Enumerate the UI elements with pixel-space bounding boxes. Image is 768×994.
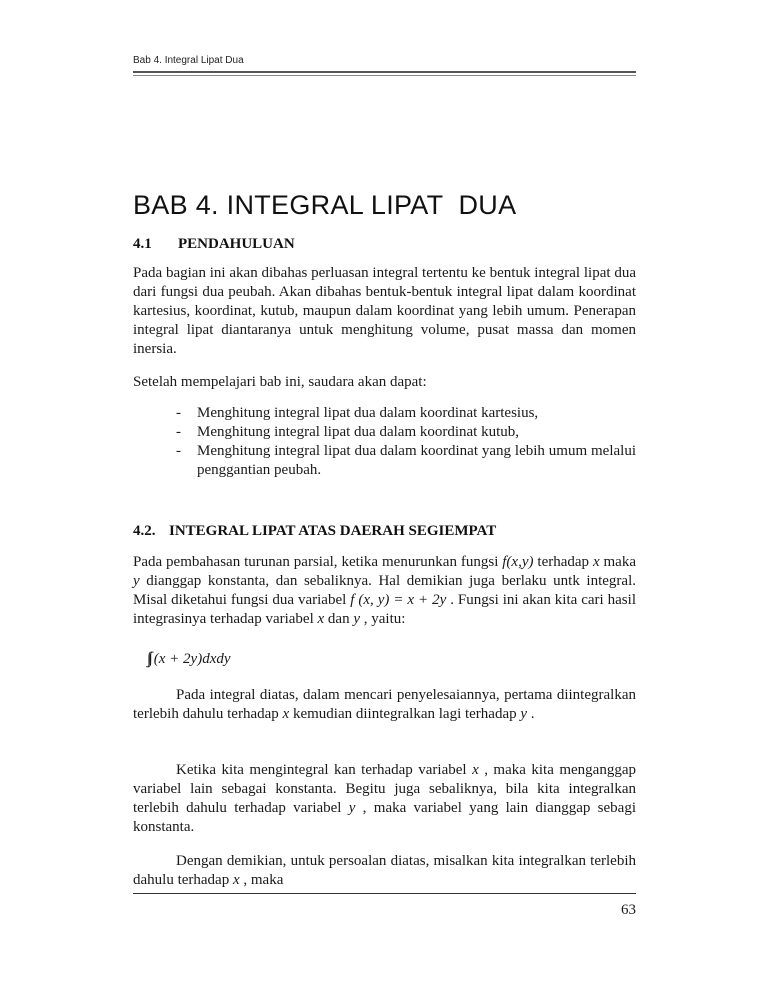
paragraph-konstanta: Ketika kita mengintegral kan terhadap variabel x , maka kita menganggap variabel lain sebagai konstanta. Begitu juga sebaliknya, bila kita integralkan terlebih dahulu terhadap variabel y , maka variabel yang lain dianggap sebagi konstanta. <box>133 762 636 835</box>
bullet-dash: - <box>176 405 181 421</box>
list-item: - Menghitung integral lipat dua dalam koordinat yang lebih umum melalui penggantian peubah. <box>176 443 636 478</box>
integrand: (x + 2y)dxdy <box>153 651 231 667</box>
section-number: 4.1 <box>133 236 152 252</box>
section-number: 4.2. <box>133 523 156 539</box>
page-number: 63 <box>621 902 636 918</box>
section-title: INTEGRAL LIPAT ATAS DAERAH SEGIEMPAT <box>169 523 497 539</box>
double-integral-formula <box>147 650 231 668</box>
section-heading-pendahuluan <box>133 236 295 253</box>
list-item: - Menghitung integral lipat dua dalam koordinat kartesius, <box>176 405 539 421</box>
objectives-intro: Setelah mempelajari bab ini, saudara akan dapat: <box>133 374 427 390</box>
bullet-dash: - <box>176 443 181 459</box>
list-item: - Menghitung integral lipat dua dalam koordinat kutub, <box>176 424 520 440</box>
footer-rule <box>133 893 636 894</box>
chapter-title: BAB 4. INTEGRAL LIPAT DUA <box>133 190 517 220</box>
intro-paragraph: Pada bagian ini akan dibahas perluasan integral tertentu ke bentuk integral lipat dua dari fungsi dua peubah. Akan dibahas bentuk-bentuk integral lipat dalam koordinat kartesius, koordinat, kutub, maupun dalam koordinat yang lebih umum. Penerapan integral lipat diantaranya untuk menghitung volume, pusat massa dan momen inersia. <box>133 265 636 357</box>
bullet-dash: - <box>176 424 181 440</box>
running-header: Bab 4. Integral Lipat Dua <box>133 55 244 66</box>
header-rule-thin <box>133 75 636 76</box>
header-rule <box>133 71 636 73</box>
paragraph-penyelesaian: Pada integral diatas, dalam mencari penyelesaiannya, pertama diintegralkan terlebih dahulu terhadap x kemudian diintegralkan lagi terhadap y . <box>133 687 636 722</box>
section-heading-segiempat <box>133 523 496 540</box>
paragraph-dengan-demikian: Dengan demikian, untuk persoalan diatas, misalkan kita integralkan terlebih dahulu terhadap x , maka <box>133 853 636 888</box>
objectives-list <box>176 404 636 480</box>
double-integral-sign: ∫∫ <box>147 650 150 667</box>
document-page <box>133 0 636 994</box>
section-title: PENDAHULUAN <box>178 236 295 252</box>
paragraph-turunan-parsial: Pada pembahasan turunan parsial, ketika menurunkan fungsi f(x,y) terhadap x maka y dianggap konstanta, dan sebaliknya. Hal demikian juga berlaku untk integral. Misal diketahui fungsi dua variabel f (x, y) = x + 2y . Fungsi ini akan kita cari hasil integrasinya terhadap variabel x dan y , yaitu: <box>133 554 636 627</box>
function-expression: f (x, y) = x + 2y <box>350 592 447 608</box>
